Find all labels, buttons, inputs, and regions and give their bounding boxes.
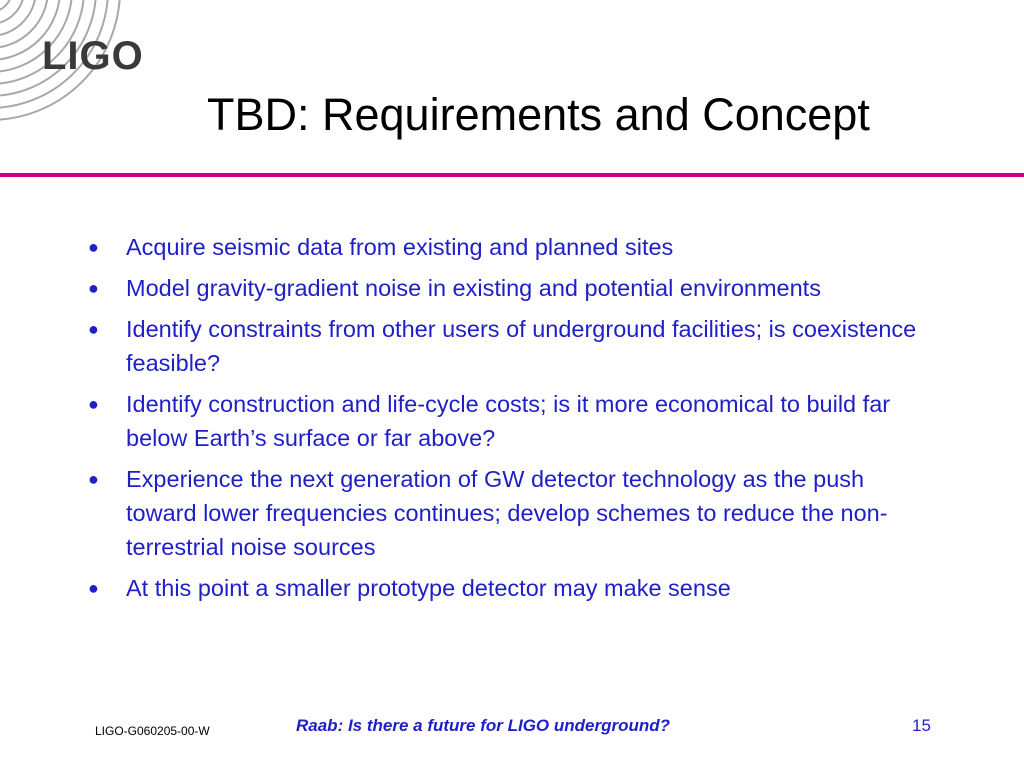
bullet-item <box>88 571 938 605</box>
bullet-text: Identify construction and life-cycle costs; is it more economical to build far below Earth’s surface or far above? <box>126 391 891 451</box>
bullet-text: Model gravity-gradient noise in existing and potential environments <box>126 275 821 301</box>
bullet-dot-icon: ● <box>88 578 99 598</box>
bullet-dot-icon: ● <box>88 319 99 339</box>
footer-doc-id: LIGO-G060205-00-W <box>95 724 210 738</box>
bullet-item <box>88 387 938 455</box>
page-number: 15 <box>912 716 931 735</box>
bullet-text: Identify constraints from other users of underground facilities; is coexistence feasible? <box>126 316 917 376</box>
bullet-text: Experience the next generation of GW detector technology as the push toward lower frequencies continues; develop schemes to reduce the non-terrestrial noise sources <box>126 466 888 560</box>
bullet-dot-icon: ● <box>88 278 99 298</box>
footer-caption: Raab: Is there a future for LIGO underground? <box>296 716 671 735</box>
title-divider <box>0 173 1024 177</box>
bullet-text: Acquire seismic data from existing and planned sites <box>126 234 674 260</box>
bullet-list <box>88 230 938 612</box>
bullet-text: At this point a smaller prototype detector may make sense <box>126 575 731 601</box>
bullet-dot-icon: ● <box>88 237 99 257</box>
bullet-item <box>88 462 938 564</box>
ligo-logo: LIGO <box>42 34 144 78</box>
bullet-dot-icon: ● <box>88 469 99 489</box>
bullet-item <box>88 271 938 305</box>
bullet-item <box>88 230 938 264</box>
slide-title: TBD: Requirements and Concept <box>207 89 870 140</box>
bullet-item <box>88 312 938 380</box>
bullet-dot-icon: ● <box>88 394 99 414</box>
